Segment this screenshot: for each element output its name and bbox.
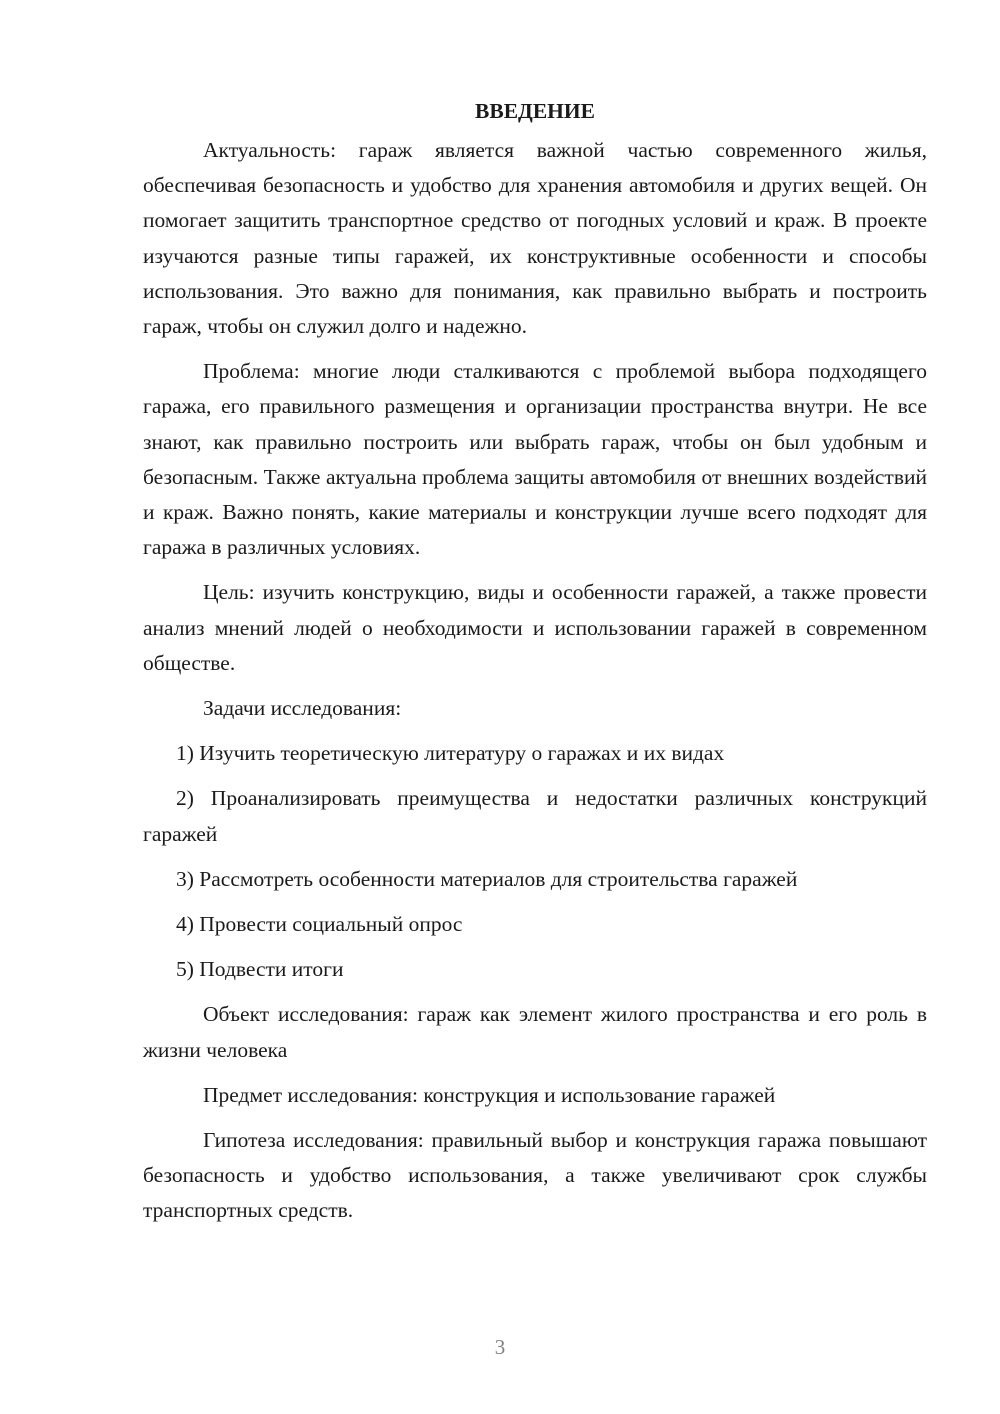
paragraph-object: Объект исследования: гараж как элемент жилого пространства и его роль в жизни человека — [143, 1002, 927, 1062]
paragraph-goal: Цель: изучить конструкцию, виды и особенности гаражей, а также провести анализ мнений людей о необходимости и использовании гаражей в современном обществе. — [143, 580, 927, 675]
task-item-4: 4) Провести социальный опрос — [176, 912, 463, 937]
task-item-3: 3) Рассмотреть особенности материалов для строительства гаражей — [176, 866, 798, 891]
paragraph-subject: Предмет исследования: конструкция и использование гаражей — [203, 1082, 776, 1107]
tasks-list — [143, 736, 927, 987]
page-content — [143, 94, 927, 1239]
paragraph-hypothesis: Гипотеза исследования: правильный выбор и конструкция гаража повышают безопасность и удобство использования, а также увеличивают срок службы транспортных средств. — [143, 1128, 927, 1223]
task-item-5: 5) Подвести итоги — [176, 957, 344, 982]
page-number: 3 — [494, 1335, 506, 1359]
section-title: ВВЕДЕНИЕ — [475, 99, 595, 123]
task-item-1: 1) Изучить теоретическую литературу о гаражах и их видах — [176, 741, 725, 766]
paragraph-problem: Проблема: многие люди сталкиваются с проблемой выбора подходящего гаража, его правильного размещения и организации пространства внутри. Не все знают, как правильно построить или выбрать гараж, чтобы он был удобным и безопасным. Также актуальна проблема защиты автомобиля от внешних воздействий и краж. Важно понять, какие материалы и конструкции лучше всего подходят для гаража в различных условиях. — [143, 359, 927, 560]
task-item-2: 2) Проанализировать преимущества и недостатки различных конструкций гаражей — [143, 786, 927, 846]
paragraph-relevance: Актуальность: гараж является важной частью современного жилья, обеспечивая безопасность и удобство для хранения автомобиля и других вещей. Он помогает защитить транспортное средство от погодных условий и краж. В проекте изучаются разные типы гаражей, их конструктивные особенности и способы использования. Это важно для понимания, как правильно выбрать и построить гараж, чтобы он служил долго и надежно. — [143, 138, 927, 339]
tasks-heading: Задачи исследования: — [203, 696, 402, 721]
